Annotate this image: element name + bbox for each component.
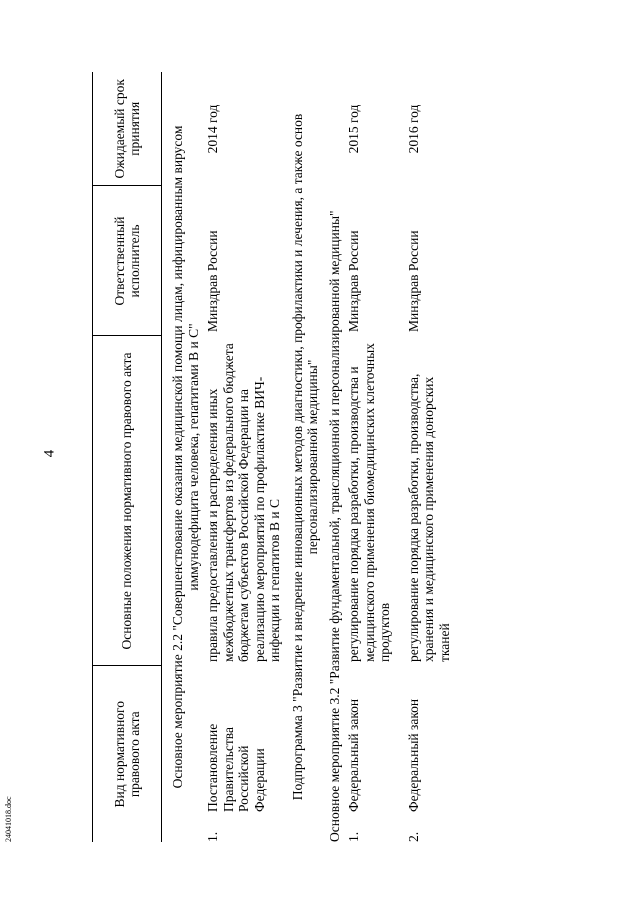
- table-header-row: [93, 72, 162, 842]
- row-number: 1.: [346, 831, 361, 842]
- header-act-kind: Вид нормативного правового акта: [93, 666, 162, 842]
- header-term: Ожидаемый срок принятия: [111, 79, 142, 179]
- act-kind: Постановление Правительства Российской Федерации: [205, 723, 267, 812]
- rotated-table-sheet: [92, 72, 452, 842]
- section-title-3-2: Основное мероприятие 3.2 "Развитие фундаментальной, трансляционной и персонализированной медицины": [326, 210, 342, 842]
- provision-cell: правила предоставления и распределения иных межбюджетных трансфертов из федерального бюджета бюджетам субъектов Российской Федерации на реализацию мероприятий по профилактике ВИЧ-инфекции и гепатитов В и С: [205, 343, 282, 662]
- act-kind: Федеральный закон: [405, 698, 421, 812]
- section-row-2-2: [162, 72, 205, 842]
- subprogram-title-3: Подпрограмма 3 "Развитие и внедрение инновационных методов диагностики, профилактики и лечения, а также основ персонализированной медицины": [289, 113, 320, 801]
- term-cell: 2014 год: [205, 104, 220, 154]
- row-number: 2.: [405, 831, 421, 842]
- executor-cell: Минздрав России: [346, 230, 361, 332]
- act-kind-cell: [394, 666, 454, 842]
- act-kind: Федеральный закон: [346, 698, 361, 812]
- term-cell: 2015 год: [346, 104, 361, 154]
- executor-cell: Минздрав России: [205, 230, 220, 332]
- act-kind-cell: [204, 666, 284, 842]
- table-row: [394, 72, 454, 842]
- provision-cell: регулирование порядка разработки, производства, хранения и медицинского применения донорских тканей: [405, 373, 452, 662]
- section-title-2-2: Основное мероприятие 2.2 "Совершенствование оказания медицинской помощи лицам, инфицированным вирусом иммунодефицита человека, гепатитами В и С": [170, 125, 201, 789]
- row-number: 1.: [205, 831, 220, 842]
- term-cell: 2016 год: [405, 104, 421, 154]
- act-kind-cell: [345, 666, 394, 842]
- table-row: [345, 72, 394, 842]
- footer-filename: 24041018.doc: [4, 796, 13, 842]
- normative-acts-table: [92, 72, 453, 842]
- table-row: [204, 72, 284, 842]
- executor-cell: Минздрав России: [405, 230, 421, 332]
- header-provisions: Основные положения нормативного правового акта: [93, 336, 162, 666]
- subprogram-row-3: [284, 72, 324, 842]
- header-executor: Ответственный исполнитель: [93, 186, 162, 336]
- section-row-3-2: [324, 72, 346, 842]
- provision-cell: регулирование порядка разработки, производства и медицинского применения биомедицинских клеточных продуктов: [346, 343, 392, 662]
- page-number: 4: [41, 449, 58, 458]
